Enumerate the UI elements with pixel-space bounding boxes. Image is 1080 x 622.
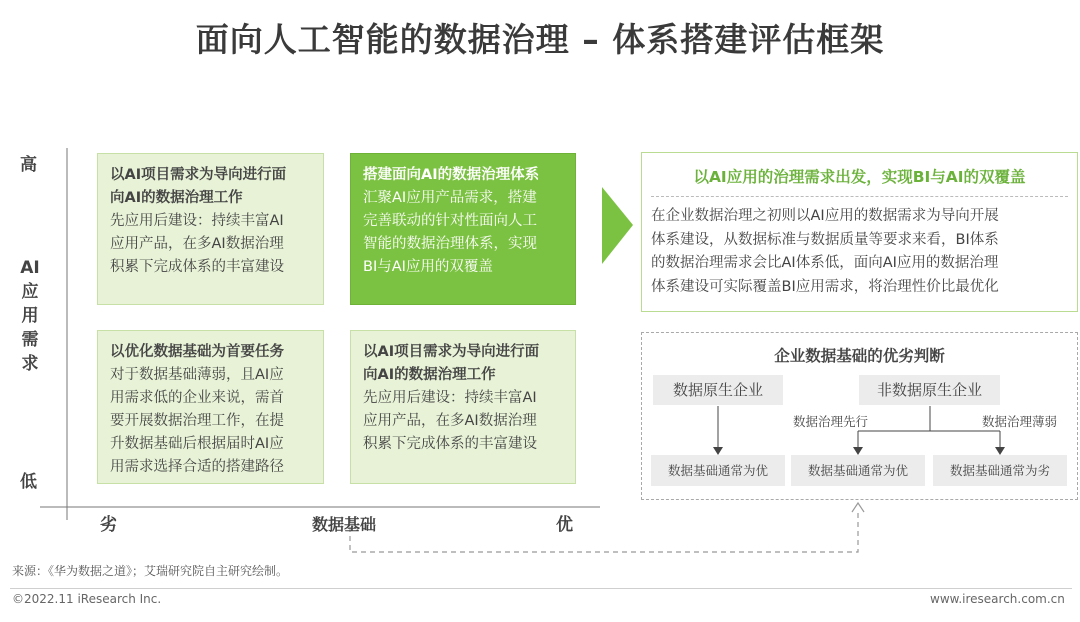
right-arrow-icon <box>602 187 633 264</box>
arrow-up-icon <box>852 503 864 512</box>
x-axis-low-label: 劣 <box>100 515 117 535</box>
outcome-box-2: 数据基础通常为优 <box>791 455 925 486</box>
branch-governance-first-label: 数据治理先行 <box>793 414 869 429</box>
right-panel-body: 在企业数据治理之初则以AI应用的数据需求为导向开展 体系建设，从数据标准与数据质量等要求来看，BI体系 的数据治理需求会比AI体系低，面向AI应用的数据治理 体系建设可实际覆盖BI应用需求，将治理性价比最优化 <box>651 208 999 295</box>
branch-governance-weak-label: 数据治理薄弱 <box>982 414 1058 429</box>
copyright: ©2022.11 iResearch Inc. <box>12 592 162 606</box>
non-native-enterprise-box: 非数据原生企业 <box>859 375 1000 405</box>
right-panel-divider <box>651 196 1068 197</box>
x-axis-title: 数据基础 <box>312 515 377 534</box>
x-axis-high-label: 优 <box>556 515 573 535</box>
quadrant-bottom-left: 以优化数据基础为首要任务 对于数据基础薄弱，且AI应 用需求低的企业来说，需首 要开展数据治理工作，在提 升数据基础后根据届时AI应 用需求选择合适的搭建路径 <box>97 330 324 484</box>
outcome-box-1: 数据基础通常为优 <box>651 455 785 486</box>
source-note: 来源：《华为数据之道》；艾瑞研究院自主研究绘制。 <box>12 564 289 578</box>
y-axis-high-label: 高 <box>20 155 37 175</box>
quadrant-top-left: 以AI项目需求为导向进行面 向AI的数据治理工作 先应用后建设：持续丰富AI 应用产品，在多AI数据治理 积累下完成体系的丰富建设 <box>97 153 324 305</box>
data-base-panel-title: 企业数据基础的优劣判断 <box>774 347 945 365</box>
page-title: 面向人工智能的数据治理 – 体系搭建评估框架 <box>195 20 885 59</box>
quadrant-top-right: 搭建面向AI的数据治理体系 汇聚AI应用产品需求，搭建 完善联动的针对性面向人工 智能的数据治理体系，实现 BI与AI应用的双覆盖 <box>350 153 576 305</box>
y-axis-title: AI 应 用 需 求 <box>20 258 40 374</box>
outcome-box-3: 数据基础通常为劣 <box>933 455 1067 486</box>
native-enterprise-box: 数据原生企业 <box>653 375 783 405</box>
y-axis-low-label: 低 <box>20 472 37 492</box>
footer-divider <box>10 588 1072 589</box>
right-panel-title: 以AI应用的治理需求出发，实现BI与AI的双覆盖 <box>693 168 1026 186</box>
website-link[interactable]: www.iresearch.com.cn <box>930 592 1065 606</box>
quadrant-bottom-right: 以AI项目需求为导向进行面 向AI的数据治理工作 先应用后建设：持续丰富AI 应用产品，在多AI数据治理 积累下完成体系的丰富建设 <box>350 330 576 484</box>
